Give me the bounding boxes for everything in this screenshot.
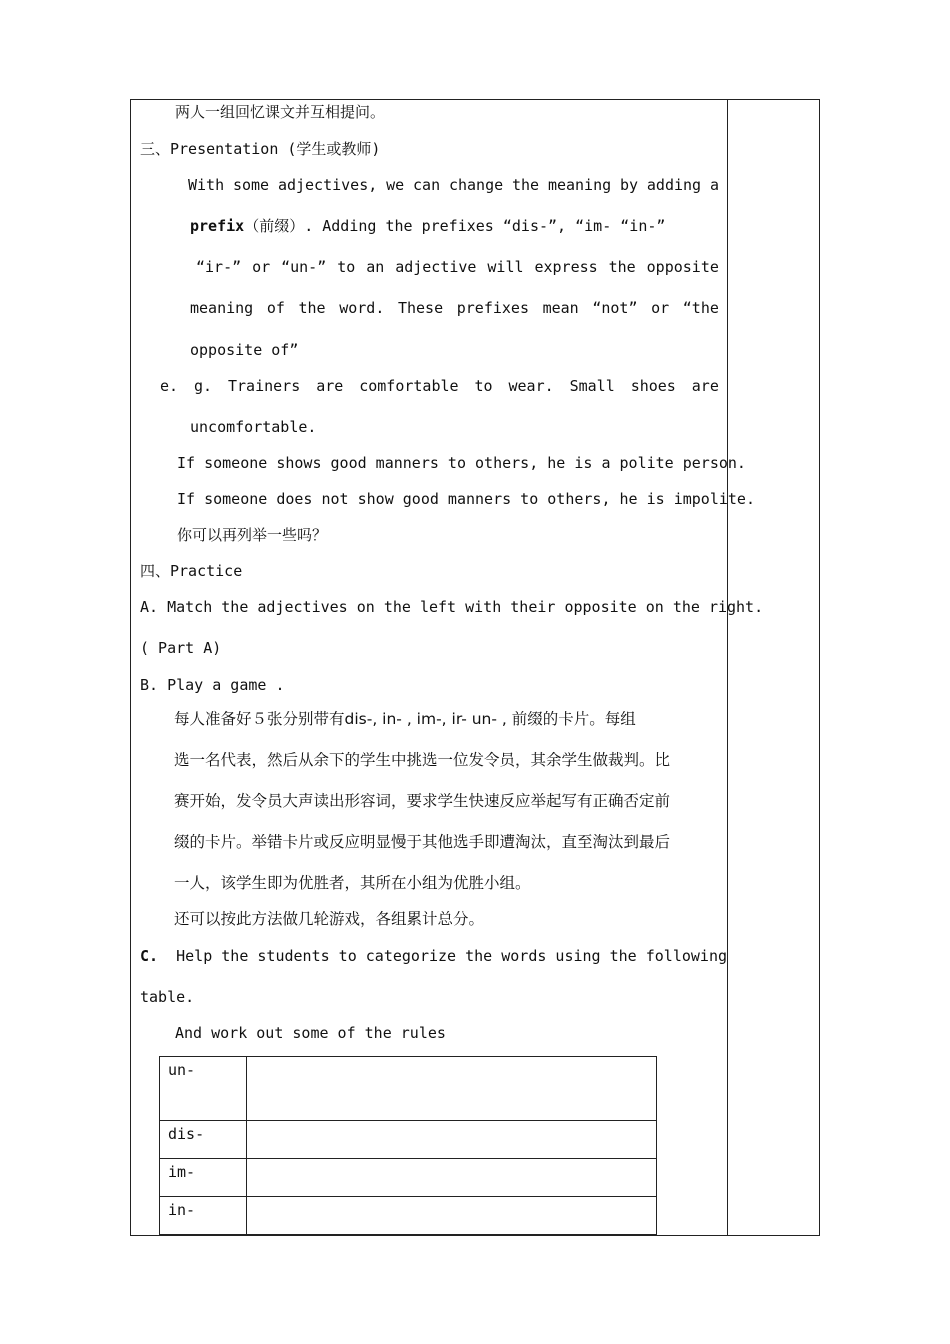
table-row [160, 1197, 657, 1235]
presentation-line-4 [190, 299, 719, 317]
game-line-2: 选一名代表，然后从余下的学生中挑选一位发令员，其余学生做裁判。比 [174, 751, 671, 769]
game-line-6: 还可以按此方法做几轮游戏，各组累计总分。 [174, 910, 485, 928]
word: adjectives, [277, 176, 378, 194]
word: “not” [592, 299, 638, 317]
word: comfortable [359, 377, 459, 395]
word: meaning [547, 176, 612, 194]
table-row [160, 1121, 657, 1159]
word: e. [160, 377, 179, 395]
presentation-line-3 [196, 258, 719, 276]
words-cell[interactable] [247, 1057, 657, 1121]
word: to [474, 377, 493, 395]
word: the [298, 299, 326, 317]
presentation-line-2-text: （前缀）. Adding the prefixes “dis-”, “im- “in-” [244, 217, 666, 235]
word: express [534, 258, 598, 276]
word: word. [339, 299, 385, 317]
words-cell[interactable] [247, 1197, 657, 1235]
task-c-label: C. [140, 947, 159, 965]
word: “the [682, 299, 719, 317]
word: adding [646, 176, 702, 194]
word: adjective [395, 258, 477, 276]
example-polite: If someone shows good manners to others, he is a polite person. [177, 454, 746, 472]
words-cell[interactable] [247, 1121, 657, 1159]
task-c-line [140, 947, 727, 965]
word: an [366, 258, 385, 276]
word: some [232, 176, 270, 194]
task-b-line: B. Play a game . [140, 676, 285, 694]
game-line-3: 赛开始，发令员大声读出形容词，要求学生快速反应举起写有正确否定前 [174, 792, 671, 810]
work-out-line: And work out some of the rules [175, 1024, 446, 1042]
word: With [188, 176, 225, 194]
prefix-cell: in- [160, 1197, 247, 1235]
words-cell[interactable] [247, 1159, 657, 1197]
intro-line: 两人一组回忆课文并互相提问。 [175, 103, 386, 121]
word: by [620, 176, 639, 194]
word: or [651, 299, 670, 317]
word: can [413, 176, 441, 194]
task-a-line: A. Match the adjectives on the left with their opposite on the right. [140, 598, 764, 616]
word: “un-” [281, 258, 327, 276]
section-presentation-heading: 三、Presentation (学生或教师) [140, 140, 381, 158]
game-line-5: 一人，该学生即为优胜者，其所在小组为优胜小组。 [174, 874, 531, 892]
example-line-1 [160, 377, 719, 395]
word: Trainers [228, 377, 301, 395]
word: we [386, 176, 405, 194]
table-row [160, 1159, 657, 1197]
word: a [709, 176, 719, 194]
word: change [448, 176, 504, 194]
word: prefixes [456, 299, 529, 317]
example-impolite: If someone does not show good manners to others, he is impolite. [177, 490, 755, 508]
word: “ir-” [196, 258, 242, 276]
presentation-line-5: opposite of” [190, 341, 299, 359]
word: These [397, 299, 444, 317]
word: or [252, 258, 271, 276]
prefix-term: prefix [190, 217, 245, 235]
word: are [316, 377, 344, 395]
word: mean [542, 299, 579, 317]
task-c-line-2: table. [140, 988, 195, 1006]
question-line: 你可以再列举一些吗？ [177, 526, 328, 544]
presentation-line-2 [190, 217, 665, 235]
word: shoes [630, 377, 676, 395]
word: meaning [190, 299, 254, 317]
table-row [160, 1057, 657, 1121]
word: wear. [508, 377, 554, 395]
word: of [266, 299, 285, 317]
word: will [487, 258, 524, 276]
word: opposite [646, 258, 719, 276]
word: Small [569, 377, 615, 395]
example-line-2: uncomfortable. [190, 418, 317, 436]
prefix-cell: dis- [160, 1121, 247, 1159]
presentation-line-1 [188, 176, 719, 194]
word: to [337, 258, 356, 276]
section-practice-heading: 四、Practice [140, 562, 243, 580]
word: the [608, 258, 636, 276]
prefix-table [159, 1056, 657, 1235]
word: are [691, 377, 719, 395]
column-divider [727, 99, 728, 1236]
game-line-4: 缀的卡片。举错卡片或反应明显慢于其他选手即遭淘汰，直至淘汰到最后 [174, 833, 671, 851]
task-c-text: Help the students to categorize the words using the following [176, 947, 728, 965]
prefix-cell: im- [160, 1159, 247, 1197]
word: the [512, 176, 540, 194]
word: g. [194, 377, 213, 395]
prefix-cell: un- [160, 1057, 247, 1121]
task-a-part: ( Part A) [140, 639, 222, 657]
game-line-1: 每人准备好５张分别带有dis-, in- , im-, ir- un- , 前缀的卡片。每组 [174, 710, 636, 728]
